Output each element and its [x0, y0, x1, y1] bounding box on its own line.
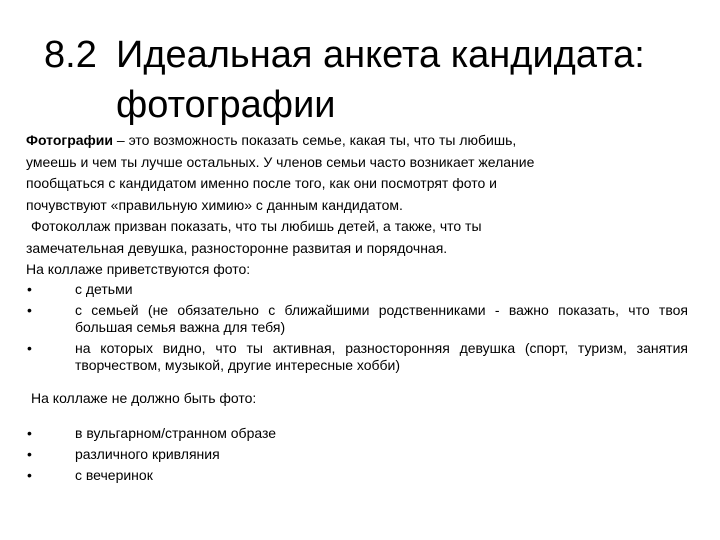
list-item	[26, 446, 688, 463]
title-number: 8.2	[44, 34, 97, 76]
bullet-icon: •	[27, 425, 32, 441]
bullet-icon: •	[27, 301, 32, 318]
list-item-text: в вульгарном/странном образе	[75, 425, 277, 441]
list-item-text: с вечеринок	[75, 467, 153, 483]
title-line-2: фотографии	[116, 84, 336, 126]
list-item-text: на которых видно, что ты активная, разносторонняя девушка (спорт, туризм, занятия творчеством, музыкой, другие интересные хобби)	[75, 339, 688, 373]
bullet-icon: •	[27, 339, 32, 356]
bullet-icon: •	[27, 467, 32, 483]
collage-line-2: замечательная девушка, разносторонне развитая и порядочная.	[26, 239, 448, 256]
intro-bold-term: Фотографии	[26, 132, 114, 148]
list-item-text: с детьми	[75, 280, 133, 297]
list-item-text: с семьей (не обязательно с ближайшими родственниками - важно показать, что твоя большая семья важна для тебя)	[75, 301, 688, 335]
welcome-list	[26, 281, 688, 374]
intro-line-4: почувствуют «правильную химию» с данным кандидатом.	[26, 196, 403, 213]
intro-line-3: пообщаться с кандидатом именно после того, как они посмотрят фото и	[26, 175, 497, 191]
slide-body	[26, 130, 688, 488]
bullet-icon: •	[27, 446, 32, 462]
list-item	[26, 281, 688, 298]
title-line-1: Идеальная анкета кандидата:	[116, 34, 645, 76]
spacer	[26, 378, 688, 388]
bullet-icon: •	[27, 280, 32, 297]
welcome-heading: На коллаже приветствуются фото:	[26, 261, 251, 277]
not-allowed-list	[26, 425, 688, 484]
intro-line-1	[26, 130, 688, 152]
list-item	[26, 467, 688, 484]
not-allowed-heading: На коллаже не должно быть фото:	[31, 389, 257, 406]
collage-line-1: Фотоколлаж призван показать, что ты любишь детей, а также, что ты	[31, 218, 482, 234]
list-item	[26, 340, 688, 374]
spacer	[26, 409, 688, 425]
list-item	[26, 302, 688, 336]
list-item-text: различного кривляния	[75, 446, 220, 462]
list-item	[26, 425, 688, 442]
intro-line-2: умеешь и чем ты лучше остальных. У членов семьи часто возникает желание	[26, 153, 535, 170]
intro-line-1-text: – это возможность показать семье, какая ты, что ты любишь,	[113, 132, 517, 148]
slide-title	[44, 30, 704, 130]
